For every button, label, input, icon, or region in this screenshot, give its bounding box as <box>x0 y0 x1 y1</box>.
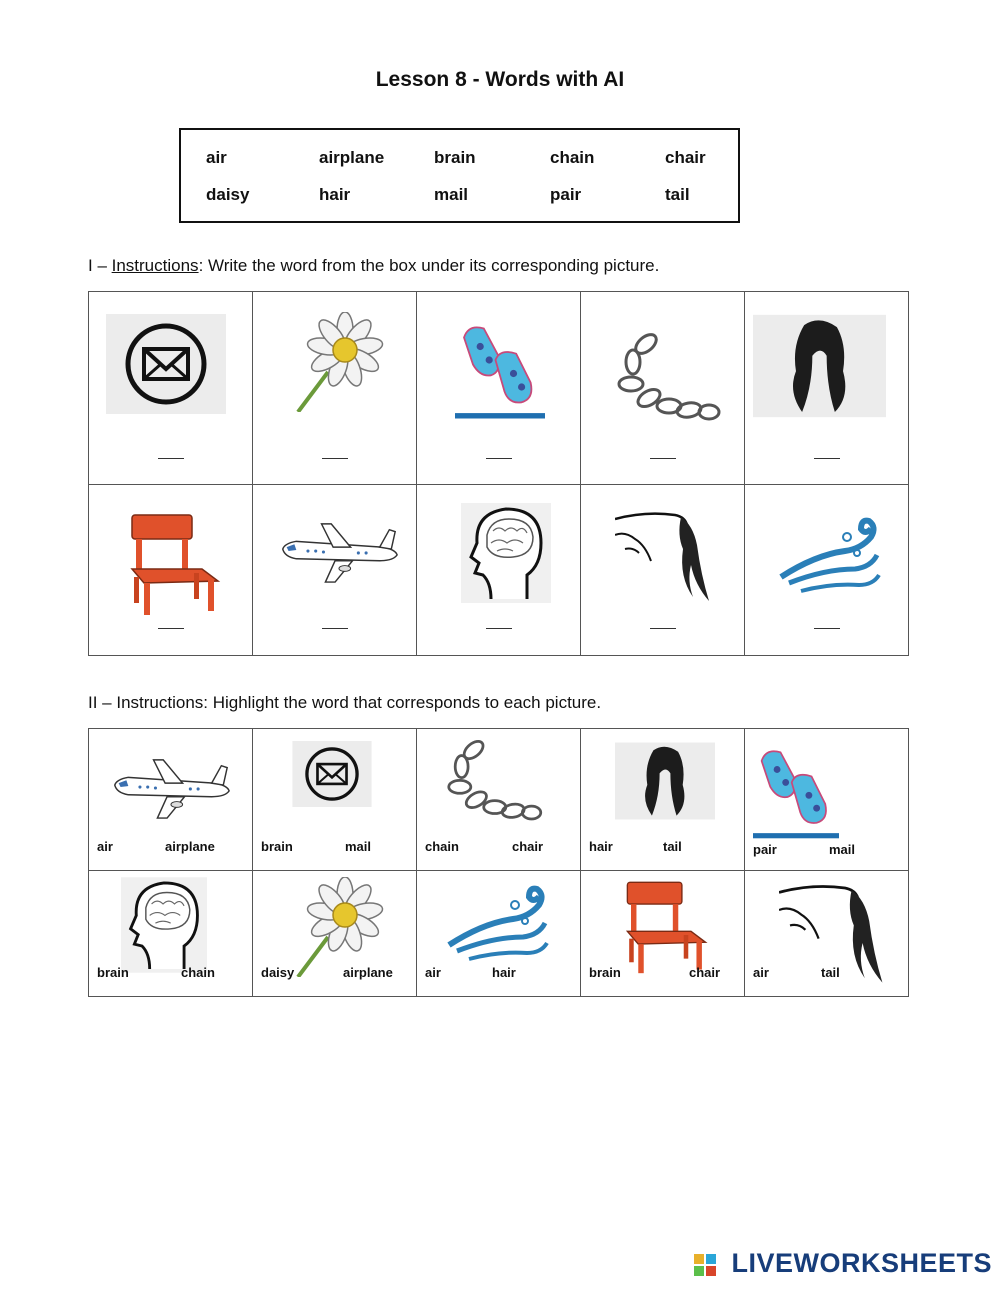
choice-word[interactable]: mail <box>829 842 856 857</box>
airplane-icon <box>107 743 233 833</box>
section2-instructions: II – Instructions: Highlight the word that corresponds to each picture. <box>88 693 602 712</box>
choice-word[interactable]: chair <box>689 965 721 980</box>
word-box-item: airplane <box>319 148 385 167</box>
airplane-icon <box>275 507 401 597</box>
picture-cell <box>745 485 909 656</box>
choice-word[interactable]: brain <box>261 839 293 854</box>
slippers-icon <box>455 314 545 424</box>
choice-word[interactable]: hair <box>492 965 516 980</box>
chair-icon <box>114 507 224 617</box>
slippers-icon <box>753 743 839 839</box>
answer-blank[interactable] <box>158 628 184 629</box>
mail-icon <box>106 314 226 414</box>
picture-cell <box>89 292 253 485</box>
choice-word[interactable]: chain <box>181 965 215 980</box>
word-box-item: brain <box>434 148 476 167</box>
hair-icon <box>615 741 715 821</box>
section2-grid <box>88 728 909 997</box>
choice-cell <box>417 729 581 871</box>
word-box-item: hair <box>319 185 351 204</box>
word-box-item: chair <box>665 148 706 167</box>
liveworksheets-logo-icon <box>694 1254 716 1276</box>
choice-word[interactable]: mail <box>345 839 372 854</box>
mail-icon <box>273 741 391 807</box>
picture-cell <box>745 292 909 485</box>
choice-cell <box>745 871 909 997</box>
section1-instructions: I – Instructions: Write the word from the box under its corresponding picture. <box>88 256 660 275</box>
choice-cell <box>253 871 417 997</box>
section1-grid <box>88 291 909 656</box>
chain-icon <box>611 332 721 432</box>
brain-icon <box>461 503 551 603</box>
page-title: Lesson 8 - Words with AI <box>375 68 625 91</box>
answer-blank[interactable] <box>322 458 348 459</box>
choice-cell <box>89 871 253 997</box>
answer-blank[interactable] <box>158 458 184 459</box>
picture-cell <box>417 485 581 656</box>
picture-cell <box>253 485 417 656</box>
choice-cell <box>89 729 253 871</box>
choice-word[interactable]: chain <box>425 839 459 854</box>
hair-icon <box>753 314 886 418</box>
daisy-icon <box>273 312 393 412</box>
choice-cell <box>581 729 745 871</box>
choice-word[interactable]: air <box>97 839 113 854</box>
choice-word[interactable]: air <box>425 965 441 980</box>
chain-icon <box>437 739 547 831</box>
choice-word[interactable]: chair <box>512 839 544 854</box>
answer-blank[interactable] <box>486 458 512 459</box>
chair-icon <box>611 875 711 975</box>
liveworksheets-brand: LIVEWORKSHEETS <box>731 1248 992 1278</box>
word-box-item: tail <box>665 185 690 204</box>
choice-cell <box>581 871 745 997</box>
air-icon <box>775 507 885 607</box>
choice-word[interactable]: air <box>753 965 769 980</box>
picture-cell <box>89 485 253 656</box>
word-box-item: chain <box>550 148 595 167</box>
choice-word[interactable]: tail <box>821 965 840 980</box>
word-box-item: air <box>206 148 227 167</box>
brain-icon <box>121 877 207 973</box>
answer-blank[interactable] <box>650 628 676 629</box>
instructions-label: Instructions <box>111 256 199 275</box>
answer-blank[interactable] <box>814 458 840 459</box>
answer-blank[interactable] <box>486 628 512 629</box>
choice-word[interactable]: hair <box>589 839 613 854</box>
picture-cell <box>417 292 581 485</box>
choice-word[interactable]: airplane <box>343 965 393 980</box>
tail-icon <box>615 505 715 605</box>
answer-blank[interactable] <box>650 458 676 459</box>
word-box-item: pair <box>550 185 582 204</box>
answer-blank[interactable] <box>814 628 840 629</box>
word-box <box>179 128 740 223</box>
choice-word[interactable]: daisy <box>261 965 295 980</box>
choice-cell <box>253 729 417 871</box>
air-icon <box>443 875 553 975</box>
choice-word[interactable]: pair <box>753 842 777 857</box>
choice-word[interactable]: tail <box>663 839 682 854</box>
picture-cell <box>581 485 745 656</box>
choice-cell <box>745 729 909 871</box>
choice-word[interactable]: brain <box>97 965 129 980</box>
choice-cell <box>417 871 581 997</box>
answer-blank[interactable] <box>322 628 348 629</box>
word-box-item: mail <box>434 185 469 204</box>
daisy-icon <box>273 877 393 977</box>
word-box-item: daisy <box>206 185 250 204</box>
choice-word[interactable]: brain <box>589 965 621 980</box>
choice-word[interactable]: airplane <box>165 839 215 854</box>
picture-cell <box>253 292 417 485</box>
picture-cell <box>581 292 745 485</box>
